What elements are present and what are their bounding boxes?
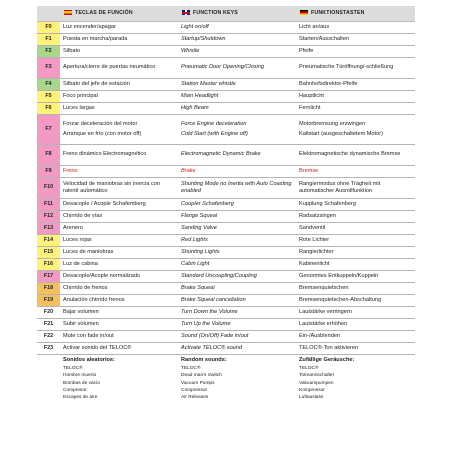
german-description: Rangierlichter [296, 246, 415, 258]
english-header-label: FUNCTION KEYS [193, 10, 238, 17]
uk-flag-icon [182, 10, 190, 15]
table-row [37, 33, 415, 45]
english-description: Main Headlight [178, 90, 296, 102]
random-sounds-section [37, 354, 415, 402]
table-row [37, 306, 415, 318]
german-description: Sandventil [296, 222, 415, 234]
english-description: Light on/off [178, 21, 296, 33]
random-sounds-title-es: Sonidos aleatorios: [63, 356, 115, 363]
random-sound-item: Air Releases [181, 395, 209, 401]
function-key-label: F21 [37, 318, 60, 330]
random-sound-item: Bombas de vacío [63, 380, 101, 386]
table-row [37, 282, 415, 294]
german-description: Motorbremsung erzwingen Kaltstart (ausgeschaltetem Motor) [296, 114, 415, 144]
table-row [37, 258, 415, 270]
spanish-description: Desacople / Acople Schafemberg [60, 198, 178, 210]
random-sound-item: Compresor [63, 387, 87, 393]
german-description: Bahnhofsdirektor-Pfeife [296, 78, 415, 90]
function-key-label: F14 [37, 234, 60, 246]
random-sound-item: Compressor [181, 387, 208, 393]
english-description: Flange Squeal [178, 210, 296, 222]
spanish-header-label: TECLAS DE FUNCIÓN [75, 10, 133, 17]
function-key-label: F13 [37, 222, 60, 234]
spanish-description: Chirrido de frenos [60, 282, 178, 294]
function-key-label: F11 [37, 198, 60, 210]
spanish-description: Subir volumen [60, 318, 178, 330]
german-description: Ein-/Ausblenden [296, 330, 415, 342]
table-row [37, 294, 415, 306]
german-description: TELOC®-Ton aktivieren [296, 342, 415, 354]
german-description: Genormtes Entkuppeln/Kuppeln [296, 270, 415, 282]
german-description: Bremsenquietschen [296, 282, 415, 294]
random-sound-item: Kompressor [299, 387, 325, 393]
spanish-description: Puesta en marcha/parada [60, 33, 178, 45]
english-description: Whistle [178, 45, 296, 57]
table-header-row [37, 6, 415, 21]
spanish-column-header [60, 6, 178, 21]
english-description: Startup/Shutdown [178, 33, 296, 45]
english-column-header [178, 6, 296, 21]
function-key-label: F17 [37, 270, 60, 282]
table-row [37, 57, 415, 78]
german-description: Bremse [296, 165, 415, 177]
spanish-description: Silbato del jefe de estación [60, 78, 178, 90]
spanish-description: Chirrido de vías [60, 210, 178, 222]
english-description: Red Lights [178, 234, 296, 246]
english-description: Pneumatic Door Opening/Closing [178, 57, 296, 78]
english-description: Sanding Valve [178, 222, 296, 234]
english-description: Turn Down the Volume [178, 306, 296, 318]
spanish-description: Activar sonido del TELOC® [60, 342, 178, 354]
random-sound-item: TELOC® [63, 365, 83, 371]
english-description: Shunting Lights [178, 246, 296, 258]
english-description: Shunting Mode no Inertia with Auto Coasting enabled [178, 177, 296, 198]
english-description: High Beam [178, 102, 296, 114]
table-row [37, 234, 415, 246]
spanish-description: Freno dinámico Electromagnético [60, 144, 178, 165]
function-key-rows [37, 21, 415, 354]
random-sounds-title-de: Zufällige Geräusche: [299, 356, 355, 363]
random-sound-item: TELOC® [299, 365, 319, 371]
table-row [37, 246, 415, 258]
random-sounds-key-cell [37, 354, 60, 402]
german-description: Lautstärke erhöhen [296, 318, 415, 330]
english-description: Sound (On/Off) Fade in/out [178, 330, 296, 342]
function-key-label: F5 [37, 90, 60, 102]
spanish-description: Bajar volumen [60, 306, 178, 318]
function-key-label: F20 [37, 306, 60, 318]
table-row [37, 318, 415, 330]
table-row [37, 330, 415, 342]
german-description: Rote Lichter [296, 234, 415, 246]
english-description: Activate TELOC® sound [178, 342, 296, 354]
english-description: Coupler Schafenberg [178, 198, 296, 210]
random-sound-item: Hombre muerto [63, 373, 97, 379]
table-row [37, 342, 415, 354]
random-sound-item: Luftauslass [299, 395, 324, 401]
spanish-description: Luces largas [60, 102, 178, 114]
german-description: Elektromagnetische dynamische Bremse [296, 144, 415, 165]
key-column-header [37, 6, 60, 21]
random-sound-item: Totmannschalter [299, 373, 335, 379]
spanish-description: Arenero [60, 222, 178, 234]
table-row [37, 198, 415, 210]
german-description: Hauptlicht [296, 90, 415, 102]
random-sounds-de [296, 354, 415, 402]
spanish-description: Desacople/Acople normalizado [60, 270, 178, 282]
german-description: Lautstärke verringern [296, 306, 415, 318]
german-description: Kabinenlicht [296, 258, 415, 270]
random-sounds-es [60, 354, 178, 402]
german-description: Rangiermodus ohne Trägheit mit automatischer Ausrollfunktion [296, 177, 415, 198]
spanish-description: Silbato [60, 45, 178, 57]
function-key-label: F9 [37, 165, 60, 177]
german-description: Radsatzsingen [296, 210, 415, 222]
spanish-description: Luz de cabina [60, 258, 178, 270]
english-description: Brake [178, 165, 296, 177]
table-row [37, 210, 415, 222]
english-description: Force Engine deceleration Cold Start (with Engine off) [178, 114, 296, 144]
german-description: Licht an/aus [296, 21, 415, 33]
function-key-label: F4 [37, 78, 60, 90]
function-key-label: F19 [37, 294, 60, 306]
german-description: Kupplung Schafenberg [296, 198, 415, 210]
function-key-label: F22 [37, 330, 60, 342]
function-key-label: F23 [37, 342, 60, 354]
spanish-description: Luces de maniobras [60, 246, 178, 258]
random-sound-item: Vacuum Pumps [181, 380, 215, 386]
spanish-description: Luz encender/apagar [60, 21, 178, 33]
table-row [37, 114, 415, 144]
function-key-label: F15 [37, 246, 60, 258]
german-header-label: FUNKTIONSTASTEN [311, 10, 365, 17]
table-row [37, 45, 415, 57]
function-key-label: F6 [37, 102, 60, 114]
random-sound-item: TELOC® [181, 365, 201, 371]
function-key-label: F1 [37, 33, 60, 45]
german-description: Pneumatische Türöffnung/-schließung [296, 57, 415, 78]
german-description: Fernlicht [296, 102, 415, 114]
function-key-label: F3 [37, 57, 60, 78]
random-sounds-title-en: Random sounds: [181, 356, 227, 363]
spanish-description: Apertura/cierre de puertas neumático [60, 57, 178, 78]
spanish-description: Anulación chirrido frenos [60, 294, 178, 306]
english-description: Brake Squeal [178, 282, 296, 294]
function-key-label: F12 [37, 210, 60, 222]
function-key-label: F7 [37, 114, 60, 144]
spanish-description: Freno [60, 165, 178, 177]
table-row [37, 78, 415, 90]
function-key-label: F18 [37, 282, 60, 294]
random-sound-item: Dead man's Switch [181, 373, 222, 379]
english-description: Cabin Light [178, 258, 296, 270]
spanish-description: Forzar deceleración del motor Arranque en frío (con motor off) [60, 114, 178, 144]
german-column-header [296, 6, 415, 21]
table-row [37, 165, 415, 177]
function-key-label: F8 [37, 144, 60, 165]
function-key-label: F2 [37, 45, 60, 57]
spanish-description: Foco principal [60, 90, 178, 102]
function-key-label: F16 [37, 258, 60, 270]
random-sound-item: Escapes de aire [63, 395, 98, 401]
function-key-table [37, 6, 415, 402]
random-sounds-en [178, 354, 296, 402]
german-description: Pfeife [296, 45, 415, 57]
random-sounds-row [37, 354, 415, 402]
function-key-label: F0 [37, 21, 60, 33]
table-row [37, 90, 415, 102]
english-description: Station Master whistle [178, 78, 296, 90]
english-description: Electromagnetic Dynamic Brake [178, 144, 296, 165]
english-description: Standard Uncoupling/Coupling [178, 270, 296, 282]
function-keys-sheet [37, 6, 415, 402]
english-description: Turn Up the Volume [178, 318, 296, 330]
function-key-label: F10 [37, 177, 60, 198]
spanish-description: Velocidad de maniobras sin inercia con ralentí automático [60, 177, 178, 198]
germany-flag-icon [300, 10, 308, 15]
table-row [37, 222, 415, 234]
table-row [37, 102, 415, 114]
spanish-description: Luces rojas [60, 234, 178, 246]
spain-flag-icon [64, 10, 72, 15]
table-row [37, 144, 415, 165]
random-sound-item: Vakuumpumpen [299, 380, 334, 386]
table-row [37, 270, 415, 282]
table-row [37, 177, 415, 198]
german-description: Starten/Ausschalten [296, 33, 415, 45]
german-description: Bremsenquietschen-Abschaltung [296, 294, 415, 306]
table-row [37, 21, 415, 33]
spanish-description: Mute con fade in/out [60, 330, 178, 342]
english-description: Brake Squeal cancellation [178, 294, 296, 306]
